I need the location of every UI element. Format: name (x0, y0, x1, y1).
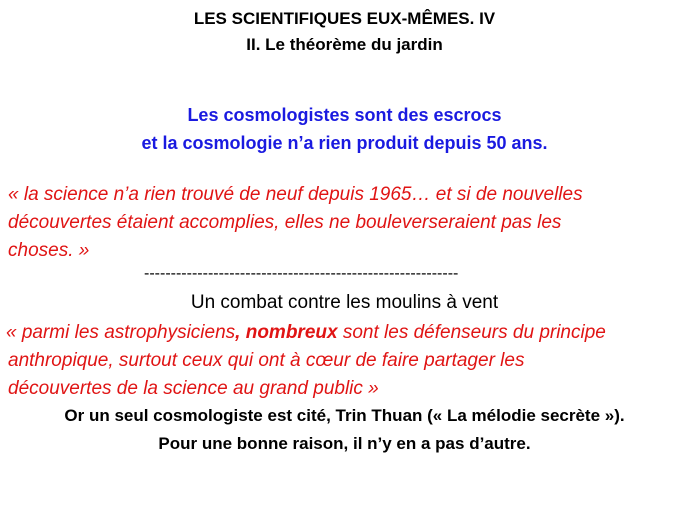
conclusion-line-1: Or un seul cosmologiste est cité, Trin Thuan (« La mélodie secrète »). (64, 406, 625, 425)
section-heading: Un combat contre les moulins à vent (190, 292, 499, 313)
quote-1-line-3: choses. » (8, 240, 90, 261)
quote-2-line-2: anthropique, surtout ceux qui ont à cœur de faire partager les (8, 350, 525, 371)
slide-title: LES SCIENTIFIQUES EUX-MÊMES. IV (193, 9, 496, 28)
quote-2-line-3: découvertes de la science au grand public » (8, 378, 379, 399)
quote-2-line-1-end: sont les défenseurs du principe (337, 322, 606, 343)
claim-line-2: et la cosmologie n’a rien produit depuis 50 ans. (141, 133, 548, 153)
quote-2-emphasis: nombreux (245, 322, 338, 343)
quote-2-line-1-start: « parmi les astrophysiciens (6, 322, 236, 343)
quote-1-line-2: découvertes étaient accomplies, elles ne bouleverseraient pas les (8, 212, 562, 233)
quote-2-line-1 (6, 323, 606, 342)
claim-line-1: Les cosmologistes sont des escrocs (187, 105, 502, 125)
conclusion-line-2: Pour une bonne raison, il n’y en a pas d’autre. (158, 434, 531, 453)
separator-dashes: ----------------------------------------------------------- (144, 265, 459, 282)
quote-2-comma: , (235, 322, 246, 343)
quote-1-line-1: « la science n’a rien trouvé de neuf depuis 1965… et si de nouvelles (8, 184, 583, 205)
slide-subtitle-chapter: II. Le théorème du jardin (246, 35, 443, 54)
